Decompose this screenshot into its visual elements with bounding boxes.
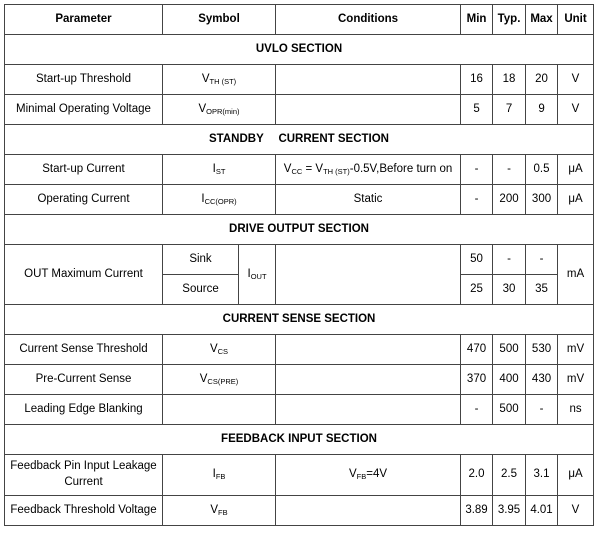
min-cell: - — [461, 155, 493, 185]
min-cell: 5 — [461, 95, 493, 125]
section-row — [5, 35, 594, 65]
condition-cell — [276, 496, 461, 526]
source-label: Source — [163, 275, 239, 305]
section-drive: DRIVE OUTPUT SECTION — [5, 215, 594, 245]
section-row — [5, 125, 594, 155]
header-max: Max — [526, 5, 558, 35]
param-cell: Operating Current — [5, 185, 163, 215]
section-feedback: FEEDBACK INPUT SECTION — [5, 425, 594, 455]
table-row — [5, 365, 594, 395]
symbol-cell: $I_{CC(OPR)}$ — [163, 185, 276, 215]
max-cell: 20 — [526, 65, 558, 95]
typ-cell: 200 — [493, 185, 526, 215]
header-parameter: Parameter — [5, 5, 163, 35]
condition-cell — [276, 245, 461, 305]
table-row — [5, 335, 594, 365]
param-cell: Current Sense Threshold — [5, 335, 163, 365]
unit-cell: mA — [558, 245, 594, 305]
symbol-cell: $V_{TH (ST)}$ — [163, 65, 276, 95]
param-cell: Start-up Current — [5, 155, 163, 185]
table-row — [5, 155, 594, 185]
table-row — [5, 245, 594, 275]
min-cell: 50 — [461, 245, 493, 275]
typ-cell: - — [493, 245, 526, 275]
section-row — [5, 425, 594, 455]
symbol-cell: $V_{OPR(min)}$ — [163, 95, 276, 125]
typ-cell: 500 — [493, 335, 526, 365]
max-cell: - — [526, 245, 558, 275]
unit-cell: V — [558, 65, 594, 95]
section-row — [5, 215, 594, 245]
condition-cell: $V_{CC}$ = $V_{TH (ST)}-0.5V,Before$ turn on — [276, 155, 461, 185]
symbol-cell: $V_{FB}$ — [163, 496, 276, 526]
max-cell: 300 — [526, 185, 558, 215]
unit-cell: μA — [558, 185, 594, 215]
typ-cell: 400 — [493, 365, 526, 395]
unit-cell: mV — [558, 335, 594, 365]
max-cell: 3.1 — [526, 455, 558, 496]
min-cell: - — [461, 185, 493, 215]
condition-cell — [276, 95, 461, 125]
header-unit: Unit — [558, 5, 594, 35]
param-cell: Pre-Current Sense — [5, 365, 163, 395]
symbol-cell: $I_{FB}$ — [163, 455, 276, 496]
min-cell: 3.89 — [461, 496, 493, 526]
condition-cell: $V_{FB}=4V$ — [276, 455, 461, 496]
section-row — [5, 305, 594, 335]
param-cell: Leading Edge Blanking — [5, 395, 163, 425]
typ-cell: 500 — [493, 395, 526, 425]
unit-cell: μA — [558, 155, 594, 185]
min-cell: 16 — [461, 65, 493, 95]
unit-cell: V — [558, 95, 594, 125]
table-row — [5, 95, 594, 125]
section-standby: STANDBY CURRENT SECTION — [5, 125, 594, 155]
max-cell: 0.5 — [526, 155, 558, 185]
table-row — [5, 185, 594, 215]
max-cell: - — [526, 395, 558, 425]
typ-cell: 2.5 — [493, 455, 526, 496]
condition-cell — [276, 395, 461, 425]
min-cell: 370 — [461, 365, 493, 395]
symbol-cell: $V_{CS(PRE)}$ — [163, 365, 276, 395]
table-row — [5, 455, 594, 496]
symbol-cell: $V_{CS}$ — [163, 335, 276, 365]
condition-cell — [276, 65, 461, 95]
typ-cell: 7 — [493, 95, 526, 125]
header-typ: Typ. — [493, 5, 526, 35]
condition-cell: Static — [276, 185, 461, 215]
max-cell: 9 — [526, 95, 558, 125]
max-cell: 430 — [526, 365, 558, 395]
header-symbol: Symbol — [163, 5, 276, 35]
typ-cell: - — [493, 155, 526, 185]
unit-cell: V — [558, 496, 594, 526]
param-cell: Minimal Operating Voltage — [5, 95, 163, 125]
unit-cell: ns — [558, 395, 594, 425]
header-conditions: Conditions — [276, 5, 461, 35]
param-cell: Feedback Pin Input Leakage Current — [5, 455, 163, 496]
typ-cell: 3.95 — [493, 496, 526, 526]
condition-cell — [276, 365, 461, 395]
max-cell: 4.01 — [526, 496, 558, 526]
section-sense: CURRENT SENSE SECTION — [5, 305, 594, 335]
typ-cell: 18 — [493, 65, 526, 95]
electrical-characteristics-table — [4, 4, 594, 526]
min-cell: 470 — [461, 335, 493, 365]
typ-cell: 30 — [493, 275, 526, 305]
symbol-cell — [163, 395, 276, 425]
unit-cell: μA — [558, 455, 594, 496]
max-cell: 530 — [526, 335, 558, 365]
min-cell: 25 — [461, 275, 493, 305]
header-row — [5, 5, 594, 35]
table-row — [5, 395, 594, 425]
param-cell: Start-up Threshold — [5, 65, 163, 95]
symbol-cell: $I_{OUT}$ — [239, 245, 276, 305]
table-row — [5, 496, 594, 526]
condition-cell — [276, 335, 461, 365]
sink-label: Sink — [163, 245, 239, 275]
unit-cell: mV — [558, 365, 594, 395]
max-cell: 35 — [526, 275, 558, 305]
header-min: Min — [461, 5, 493, 35]
min-cell: - — [461, 395, 493, 425]
section-uvlo: UVLO SECTION — [5, 35, 594, 65]
table-row — [5, 65, 594, 95]
symbol-cell: $I_{ST}$ — [163, 155, 276, 185]
param-cell: OUT Maximum Current — [5, 245, 163, 305]
min-cell: 2.0 — [461, 455, 493, 496]
param-cell: Feedback Threshold Voltage — [5, 496, 163, 526]
